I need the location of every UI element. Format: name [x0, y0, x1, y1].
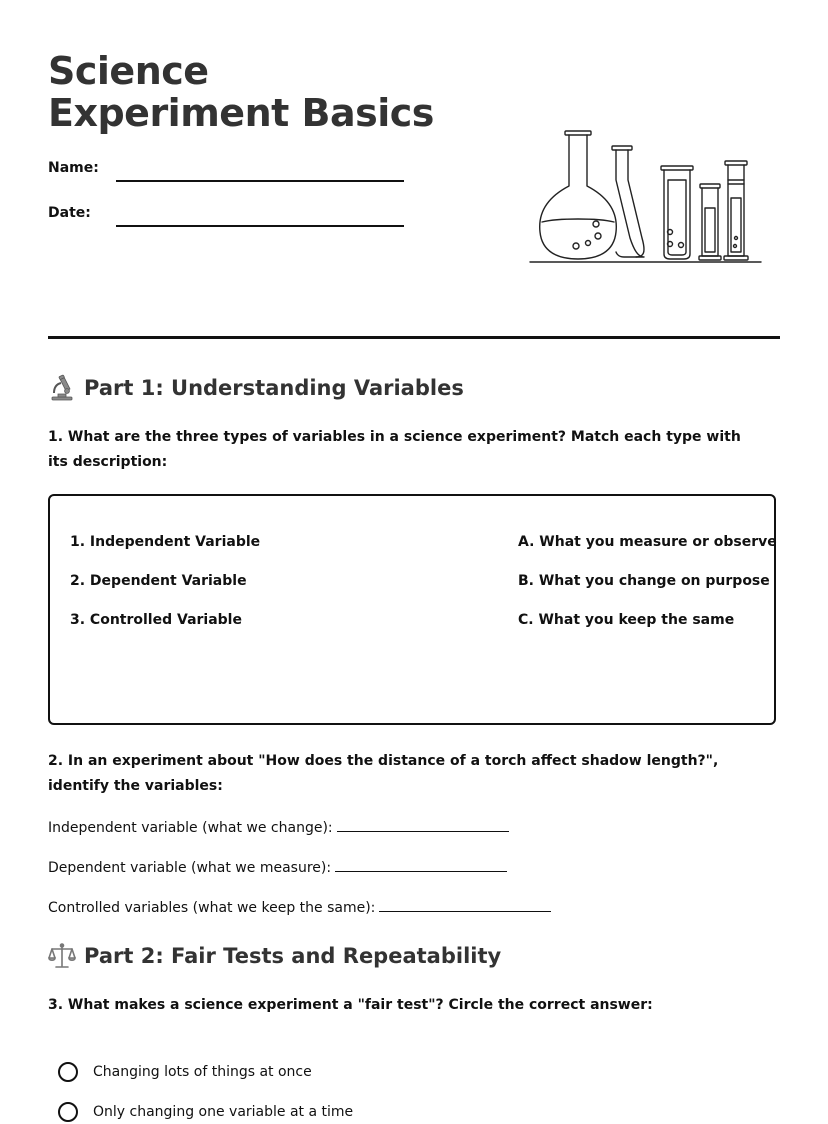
- graduated-cylinder-icon: [724, 161, 748, 260]
- option-circle[interactable]: [58, 1102, 78, 1122]
- part2-title: Part 2: Fair Tests and Repeatability: [84, 944, 502, 968]
- controlled-variables-label: Controlled variables (what we keep the same):: [48, 900, 376, 916]
- answer-option[interactable]: [58, 1060, 312, 1084]
- match-right-item[interactable]: A. What you measure or observe: [518, 534, 777, 550]
- question-1: 1. What are the three types of variables in a science experiment? Match each type with its description:: [48, 429, 741, 470]
- controlled-variables-blank[interactable]: [379, 897, 551, 912]
- test-tube-small-icon: [699, 184, 721, 260]
- dependent-variable-blank[interactable]: [335, 857, 507, 872]
- round-flask-icon: [540, 131, 617, 259]
- match-right-item[interactable]: B. What you change on purpose: [518, 573, 770, 589]
- header-divider: [48, 336, 780, 339]
- date-label: Date:: [48, 205, 91, 221]
- date-answer-line[interactable]: [116, 225, 404, 227]
- balance-scale-icon: [48, 942, 76, 970]
- option-label: Changing lots of things at once: [93, 1064, 312, 1080]
- controlled-variables-answer: [48, 897, 551, 916]
- question-3: 3. What makes a science experiment a "fair test"? Circle the correct answer:: [48, 997, 653, 1013]
- independent-variable-blank[interactable]: [337, 817, 509, 832]
- lab-glassware-illustration: [528, 128, 764, 266]
- answer-option[interactable]: [58, 1100, 353, 1124]
- name-answer-line[interactable]: [116, 180, 404, 182]
- match-left-item[interactable]: 3. Controlled Variable: [70, 612, 242, 628]
- dependent-variable-label: Dependent variable (what we measure):: [48, 860, 332, 876]
- part1-title: Part 1: Understanding Variables: [84, 376, 464, 400]
- microscope-icon: [48, 374, 76, 402]
- test-tube-large-icon: [661, 166, 693, 259]
- date-field[interactable]: [48, 205, 408, 229]
- part1-heading: [48, 374, 464, 402]
- name-label: Name:: [48, 160, 99, 176]
- name-field[interactable]: [48, 160, 408, 184]
- independent-variable-label: Independent variable (what we change):: [48, 820, 333, 836]
- option-label: Only changing one variable at a time: [93, 1104, 354, 1120]
- worksheet-title: Science Experiment Basics: [48, 49, 434, 135]
- match-right-item[interactable]: C. What you keep the same: [518, 612, 735, 628]
- match-left-item[interactable]: 2. Dependent Variable: [70, 573, 247, 589]
- erlenmeyer-flask-icon: [612, 146, 644, 257]
- question-2: 2. In an experiment about "How does the distance of a torch affect shadow length?", identify the variables:: [48, 753, 719, 794]
- matching-box: [48, 494, 776, 725]
- independent-variable-answer: [48, 817, 509, 836]
- option-circle[interactable]: [58, 1062, 78, 1082]
- match-left-item[interactable]: 1. Independent Variable: [70, 534, 261, 550]
- part2-heading: [48, 942, 501, 970]
- dependent-variable-answer: [48, 857, 507, 876]
